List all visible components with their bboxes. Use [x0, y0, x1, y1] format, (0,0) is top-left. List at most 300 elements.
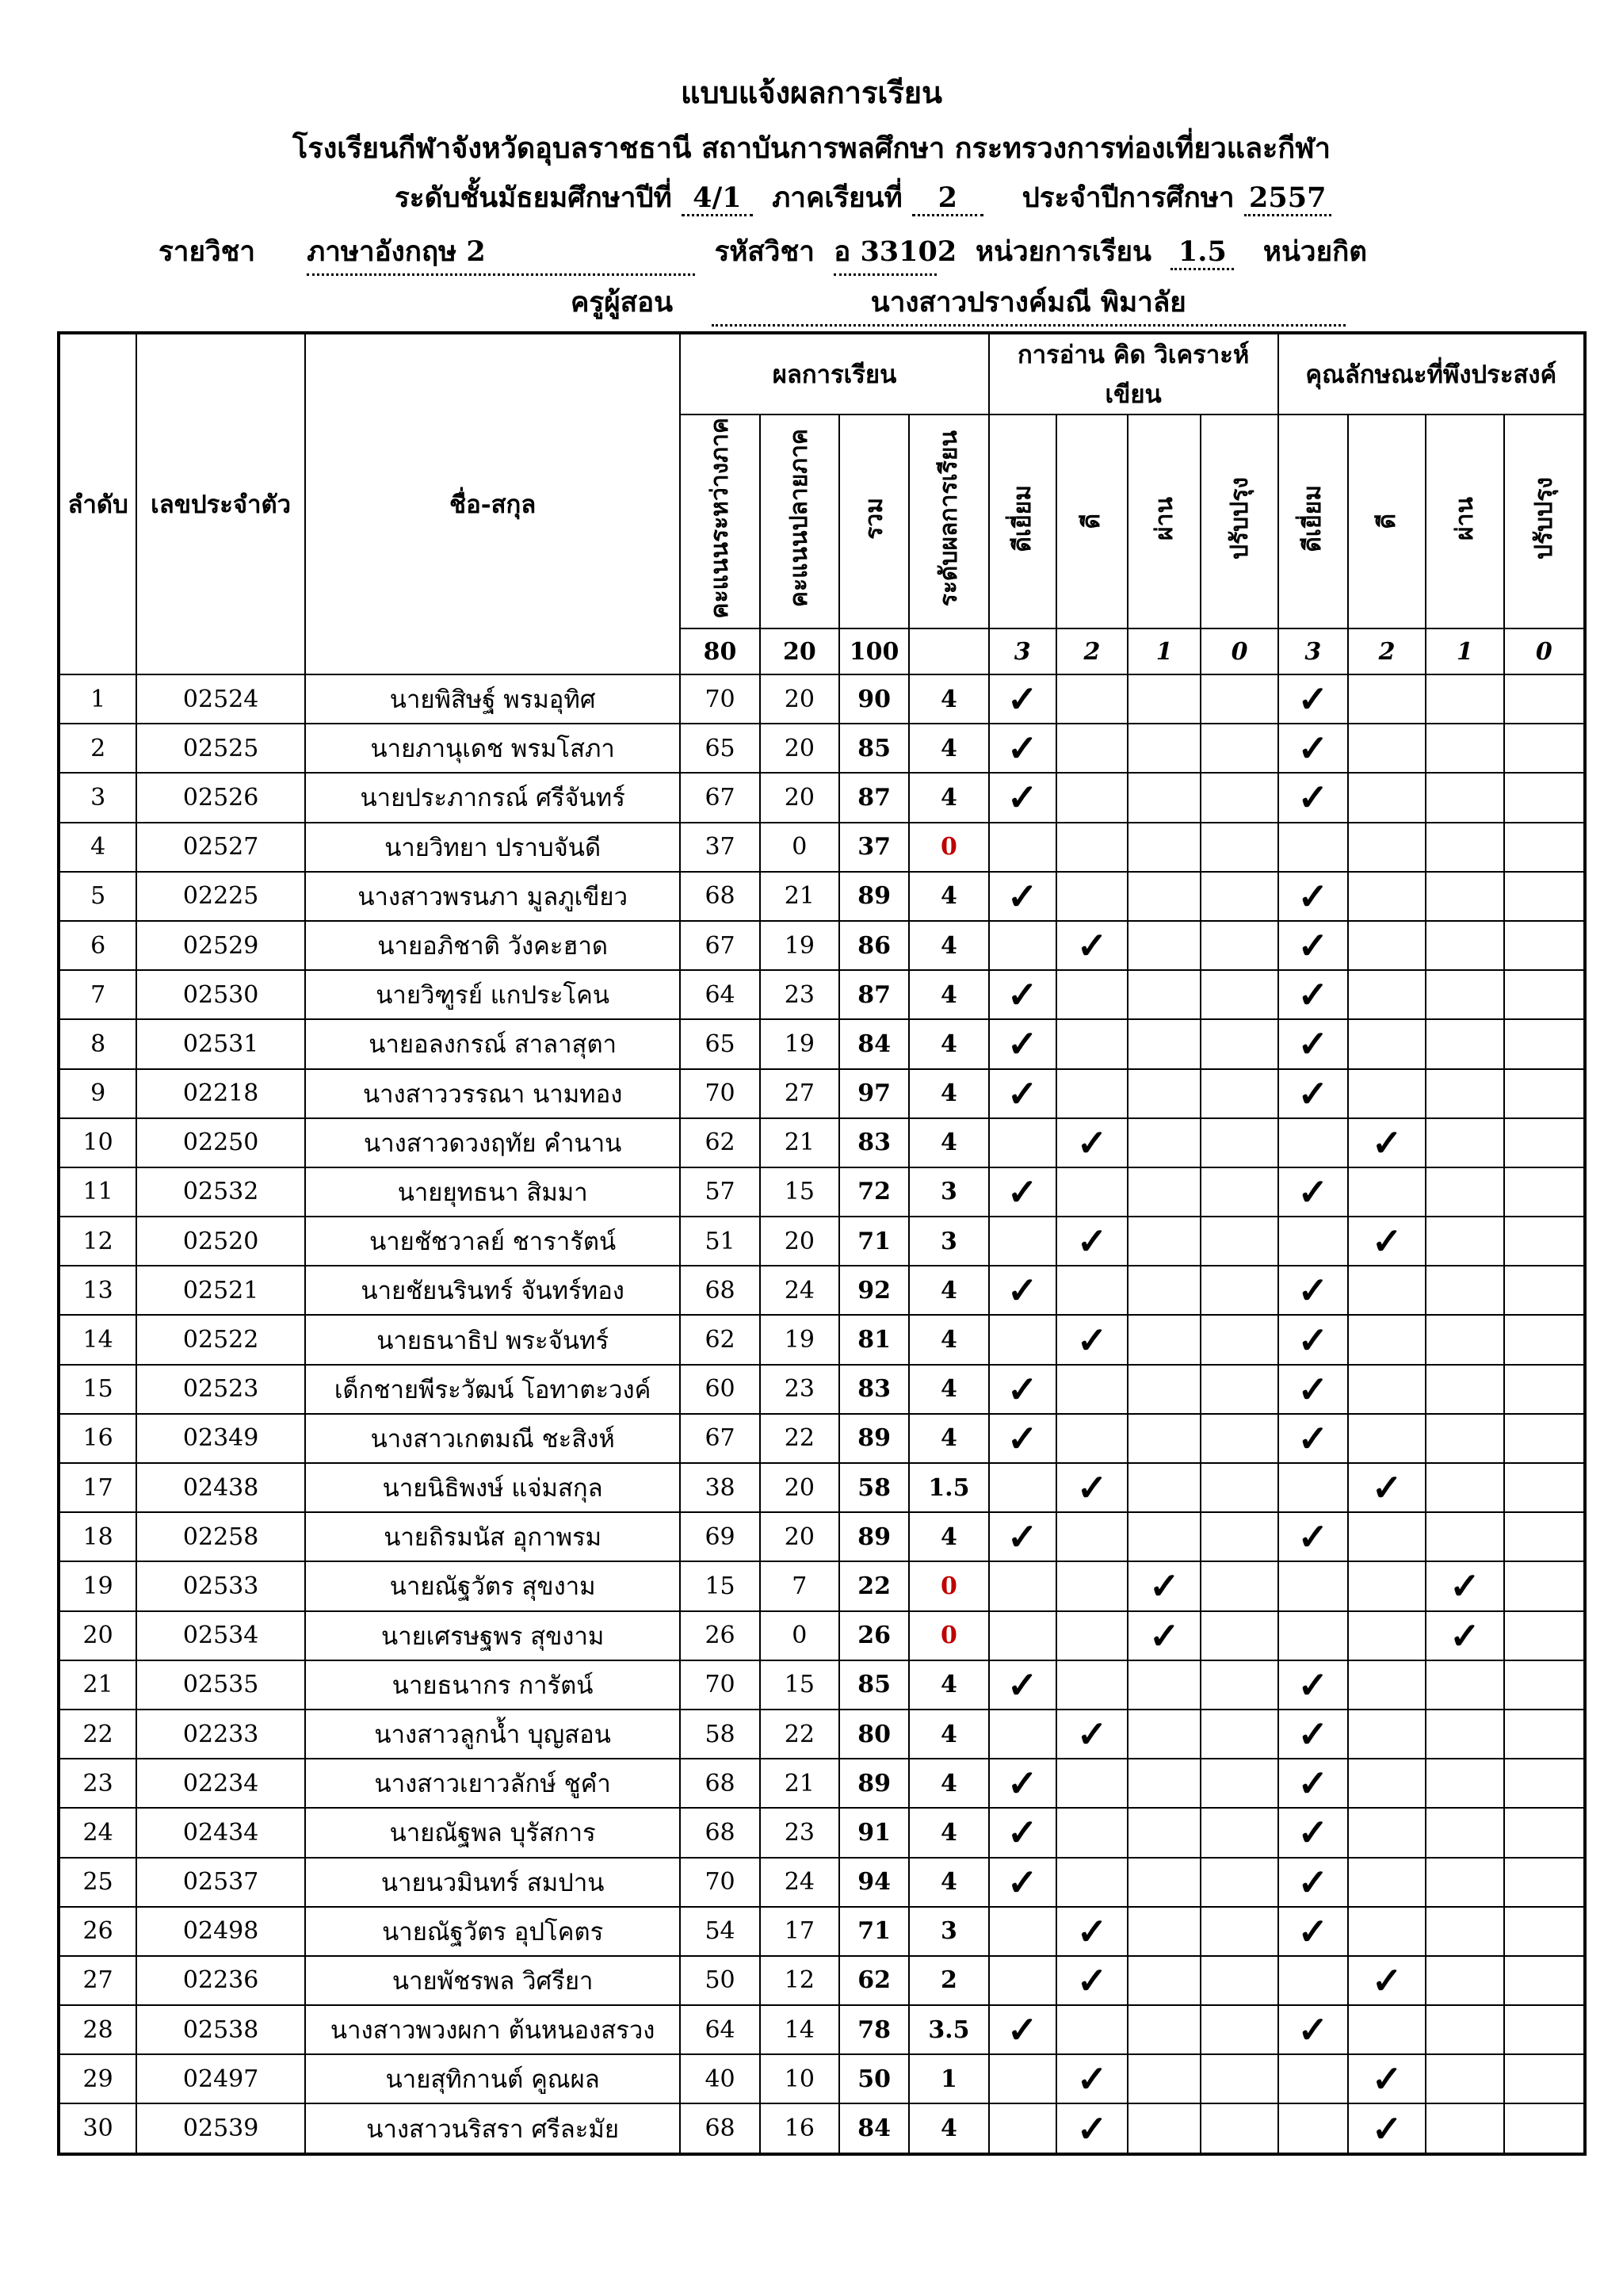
traits-checkmark-icon: ✓ — [1348, 2054, 1426, 2103]
final-score: 15 — [760, 1167, 839, 1217]
student-id: 02523 — [136, 1365, 305, 1414]
grade-level: 4 — [909, 1019, 988, 1068]
traits-rating-cell — [1426, 773, 1503, 822]
final-score: 27 — [760, 1069, 839, 1118]
reading-checkmark-icon: ✓ — [1056, 1956, 1128, 2005]
reading-rating-cell — [1201, 1808, 1277, 1857]
traits-rating-cell — [1426, 1217, 1503, 1266]
final-score: 21 — [760, 1118, 839, 1167]
student-name: นายวิทยา ปราบจันดี — [305, 823, 680, 872]
reading-checkmark-icon: ✓ — [1128, 1561, 1201, 1610]
student-id: 02527 — [136, 823, 305, 872]
reading-checkmark-icon: ✓ — [1056, 1463, 1128, 1512]
grade-level: 4 — [909, 724, 988, 773]
reading-rating-cell — [1056, 1414, 1128, 1463]
final-score: 21 — [760, 872, 839, 921]
grade-level: 4 — [909, 872, 988, 921]
grade-level: 4 — [909, 2103, 988, 2153]
final-score: 0 — [760, 823, 839, 872]
student-id: 02531 — [136, 1019, 305, 1068]
student-name: นายณัฐวัตร สุขงาม — [305, 1561, 680, 1610]
student-id: 02236 — [136, 1956, 305, 2005]
reading-rating-cell — [1128, 1069, 1201, 1118]
traits-checkmark-icon: ✓ — [1278, 1266, 1348, 1315]
traits-rating-cell — [1426, 1118, 1503, 1167]
traits-rating-cell — [1504, 1956, 1585, 2005]
reading-rating-cell — [1201, 674, 1277, 724]
table-row — [59, 1956, 1585, 2005]
table-row — [59, 970, 1585, 1019]
traits-excellent-header: ดีเยี่ยม — [1278, 415, 1348, 628]
row-number: 9 — [59, 1069, 136, 1118]
group-results-header: ผลการเรียน — [680, 333, 988, 415]
level-line — [395, 176, 1331, 220]
traits-rating-cell — [1278, 1463, 1348, 1512]
reading-rating-cell — [1201, 2054, 1277, 2103]
grade-level: 0 — [909, 1611, 988, 1660]
traits-rating-cell — [1504, 1414, 1585, 1463]
student-id: 02530 — [136, 970, 305, 1019]
student-name: นายชัชวาลย์ ชารารัตน์ — [305, 1217, 680, 1266]
traits-rating-cell — [1504, 2005, 1585, 2054]
reading-checkmark-icon: ✓ — [1056, 1710, 1128, 1759]
total-score: 86 — [839, 921, 909, 970]
reading-rating-cell — [1056, 872, 1128, 921]
midterm-score: 68 — [680, 1808, 759, 1857]
traits-rating-cell — [1278, 2054, 1348, 2103]
midterm-score: 57 — [680, 1167, 759, 1217]
table-row — [59, 1118, 1585, 1167]
teacher-line — [571, 281, 1346, 327]
reading-rating-cell — [1056, 1660, 1128, 1710]
reading-rating-cell — [1128, 1266, 1201, 1315]
grade-level: 4 — [909, 1710, 988, 1759]
reading-rating-cell — [1201, 1167, 1277, 1217]
traits-rating-cell — [1348, 1167, 1426, 1217]
student-name: นายณัฐวัตร อุปโคตร — [305, 1907, 680, 1956]
reading-checkmark-icon: ✓ — [989, 674, 1056, 724]
final-score: 23 — [760, 1365, 839, 1414]
table-row — [59, 1365, 1585, 1414]
traits-rating-cell — [1348, 1808, 1426, 1857]
traits-checkmark-icon: ✓ — [1278, 872, 1348, 921]
reading-weight-2: 2 — [1056, 628, 1128, 674]
student-name: นางสาวพรนภา มูลภูเขียว — [305, 872, 680, 921]
total-score: 87 — [839, 773, 909, 822]
row-number: 24 — [59, 1808, 136, 1857]
reading-rating-cell — [1056, 1858, 1128, 1907]
student-name: นางสาวพวงผกา ต้นหนองสรวง — [305, 2005, 680, 2054]
reading-checkmark-icon: ✓ — [989, 724, 1056, 773]
traits-rating-cell — [1278, 1217, 1348, 1266]
reading-rating-cell — [989, 921, 1056, 970]
row-number: 11 — [59, 1167, 136, 1217]
traits-checkmark-icon: ✓ — [1278, 970, 1348, 1019]
reading-rating-cell — [989, 1710, 1056, 1759]
reading-rating-cell — [989, 1315, 1056, 1364]
reading-checkmark-icon: ✓ — [989, 1660, 1056, 1710]
student-id: 02218 — [136, 1069, 305, 1118]
final-score: 20 — [760, 773, 839, 822]
reading-checkmark-icon: ✓ — [1056, 2054, 1128, 2103]
row-number: 10 — [59, 1118, 136, 1167]
total-score: 83 — [839, 1118, 909, 1167]
reading-rating-cell — [989, 1907, 1056, 1956]
row-number: 27 — [59, 1956, 136, 2005]
midterm-score: 70 — [680, 1069, 759, 1118]
traits-checkmark-icon: ✓ — [1348, 1463, 1426, 1512]
final-score: 23 — [760, 970, 839, 1019]
traits-rating-cell — [1426, 1019, 1503, 1068]
midterm-score: 68 — [680, 872, 759, 921]
total-score: 92 — [839, 1266, 909, 1315]
student-name: นายธนาธิป พระจันทร์ — [305, 1315, 680, 1364]
traits-rating-cell — [1348, 1512, 1426, 1561]
reading-rating-cell — [1056, 1611, 1128, 1660]
final-score: 20 — [760, 674, 839, 724]
student-id: 02520 — [136, 1217, 305, 1266]
student-name: นายอลงกรณ์ สาลาสุตา — [305, 1019, 680, 1068]
grade-level: 4 — [909, 674, 988, 724]
student-name: นายวิฑูรย์ แกประโคน — [305, 970, 680, 1019]
total-score: 50 — [839, 2054, 909, 2103]
reading-rating-cell — [989, 1217, 1056, 1266]
reading-rating-cell — [1128, 2054, 1201, 2103]
traits-rating-cell — [1504, 1266, 1585, 1315]
total-score: 80 — [839, 1710, 909, 1759]
reading-checkmark-icon: ✓ — [989, 1069, 1056, 1118]
reading-rating-cell — [1201, 1561, 1277, 1610]
reading-rating-cell — [1128, 1858, 1201, 1907]
reading-rating-cell — [1056, 1512, 1128, 1561]
reading-rating-cell — [1128, 1315, 1201, 1364]
total-score: 37 — [839, 823, 909, 872]
grade-level: 3 — [909, 1167, 988, 1217]
reading-rating-cell — [1201, 1759, 1277, 1808]
traits-rating-cell — [1504, 724, 1585, 773]
reading-checkmark-icon: ✓ — [1056, 1217, 1128, 1266]
reading-rating-cell — [1056, 2005, 1128, 2054]
total-score: 90 — [839, 674, 909, 724]
grades-table — [57, 331, 1587, 2156]
col-order-header: ลำดับ — [59, 333, 136, 674]
student-name: นางสาวลูกน้ำ บุญสอน — [305, 1710, 680, 1759]
traits-weight-1: 1 — [1426, 628, 1503, 674]
reading-rating-cell — [1128, 1414, 1201, 1463]
student-name: นางสาววรรณา นามทอง — [305, 1069, 680, 1118]
reading-rating-cell — [1128, 1808, 1201, 1857]
traits-rating-cell — [1348, 1266, 1426, 1315]
traits-rating-cell — [1426, 1956, 1503, 2005]
midterm-score: 70 — [680, 1660, 759, 1710]
student-id: 02234 — [136, 1759, 305, 1808]
traits-rating-cell — [1426, 1907, 1503, 1956]
traits-rating-cell — [1348, 970, 1426, 1019]
reading-rating-cell — [989, 2103, 1056, 2153]
grade-level: 4 — [909, 1266, 988, 1315]
total-score: 94 — [839, 1858, 909, 1907]
row-number: 8 — [59, 1019, 136, 1068]
final-score: 24 — [760, 1266, 839, 1315]
reading-checkmark-icon: ✓ — [989, 1167, 1056, 1217]
traits-rating-cell — [1504, 1611, 1585, 1660]
total-score: 91 — [839, 1808, 909, 1857]
row-number: 28 — [59, 2005, 136, 2054]
traits-checkmark-icon: ✓ — [1426, 1611, 1503, 1660]
traits-rating-cell — [1504, 2103, 1585, 2153]
traits-rating-cell — [1504, 1315, 1585, 1364]
reading-rating-cell — [989, 823, 1056, 872]
reading-rating-cell — [1056, 1365, 1128, 1414]
midterm-score: 54 — [680, 1907, 759, 1956]
reading-checkmark-icon: ✓ — [989, 1808, 1056, 1857]
grade-level: 4 — [909, 1365, 988, 1414]
traits-rating-cell — [1504, 674, 1585, 724]
final-score: 7 — [760, 1561, 839, 1610]
traits-rating-cell — [1426, 2005, 1503, 2054]
reading-rating-cell — [1128, 1118, 1201, 1167]
table-row — [59, 1858, 1585, 1907]
grade-level: 0 — [909, 1561, 988, 1610]
reading-rating-cell — [1056, 724, 1128, 773]
reading-rating-cell — [989, 2054, 1056, 2103]
table-row — [59, 1907, 1585, 1956]
student-name: นายพิสิษฐ์ พรมอุทิศ — [305, 674, 680, 724]
reading-rating-cell — [1128, 921, 1201, 970]
midterm-score: 67 — [680, 773, 759, 822]
final-score: 17 — [760, 1907, 839, 1956]
reading-checkmark-icon: ✓ — [989, 1512, 1056, 1561]
student-name: นายเศรษฐพร สุขงาม — [305, 1611, 680, 1660]
reading-rating-cell — [1201, 724, 1277, 773]
student-id: 02349 — [136, 1414, 305, 1463]
form-title: แบบแจ้งผลการเรียน — [681, 74, 942, 110]
reading-weight-1: 1 — [1128, 628, 1201, 674]
traits-rating-cell — [1504, 1710, 1585, 1759]
total-score: 78 — [839, 2005, 909, 2054]
student-id: 02233 — [136, 1710, 305, 1759]
row-number: 30 — [59, 2103, 136, 2153]
traits-rating-cell — [1348, 773, 1426, 822]
reading-rating-cell — [1056, 1808, 1128, 1857]
reading-rating-cell — [989, 1118, 1056, 1167]
reading-rating-cell — [1056, 1167, 1128, 1217]
student-name: นายยุทธนา สิมมา — [305, 1167, 680, 1217]
reading-checkmark-icon: ✓ — [989, 1019, 1056, 1068]
student-name: นายนิธิพงษ์ แจ่มสกุล — [305, 1463, 680, 1512]
student-name: นางสาวเกตมณี ชะสิงห์ — [305, 1414, 680, 1463]
student-name: นายภานุเดช พรมโสภา — [305, 724, 680, 773]
final-score: 21 — [760, 1759, 839, 1808]
semester-label: ภาคเรียนที่ — [772, 181, 903, 214]
grade-level: 4 — [909, 1660, 988, 1710]
reading-good-header: ดี — [1056, 415, 1128, 628]
traits-rating-cell — [1278, 1561, 1348, 1610]
total-score: 58 — [839, 1463, 909, 1512]
reading-excellent-header: ดีเยี่ยม — [989, 415, 1056, 628]
traits-rating-cell — [1426, 724, 1503, 773]
midterm-score: 38 — [680, 1463, 759, 1512]
student-name: เด็กชายพีระวัฒน์ โอทาตะวงค์ — [305, 1365, 680, 1414]
level-value: 4/1 — [682, 181, 753, 216]
table-row — [59, 872, 1585, 921]
traits-rating-cell — [1426, 1660, 1503, 1710]
final-score: 20 — [760, 1217, 839, 1266]
traits-checkmark-icon: ✓ — [1348, 1956, 1426, 2005]
row-number: 29 — [59, 2054, 136, 2103]
traits-rating-cell — [1426, 1365, 1503, 1414]
table-row — [59, 1266, 1585, 1315]
group-traits-header: คุณลักษณะที่พึงประสงค์ — [1278, 333, 1585, 415]
school-line: โรงเรียนกีฬาจังหวัดอุบลราชธานี สถาบันการพลศึกษา กระทรวงการท่องเที่ยวและกีฬา — [292, 132, 1331, 165]
traits-pass-header: ผ่าน — [1426, 415, 1503, 628]
student-name: นายนวมินทร์ สมปาน — [305, 1858, 680, 1907]
student-id: 02497 — [136, 2054, 305, 2103]
traits-rating-cell — [1504, 1365, 1585, 1414]
final-score: 20 — [760, 1512, 839, 1561]
table-row — [59, 1019, 1585, 1068]
student-id: 02521 — [136, 1266, 305, 1315]
reading-rating-cell — [989, 1463, 1056, 1512]
midterm-score: 68 — [680, 1266, 759, 1315]
traits-rating-cell — [1504, 1808, 1585, 1857]
midterm-score: 40 — [680, 2054, 759, 2103]
student-id: 02538 — [136, 2005, 305, 2054]
traits-rating-cell — [1426, 674, 1503, 724]
row-number: 22 — [59, 1710, 136, 1759]
student-id: 02258 — [136, 1512, 305, 1561]
col-midterm-header: คะแนนระหว่างภาค — [680, 415, 759, 628]
midterm-score: 50 — [680, 1956, 759, 2005]
traits-checkmark-icon: ✓ — [1278, 1365, 1348, 1414]
final-score: 20 — [760, 1463, 839, 1512]
reading-rating-cell — [1201, 2103, 1277, 2153]
student-name: นายถิรมนัส อุกาพรม — [305, 1512, 680, 1561]
traits-checkmark-icon: ✓ — [1348, 1217, 1426, 1266]
grade-level: 3.5 — [909, 2005, 988, 2054]
table-row — [59, 1710, 1585, 1759]
reading-rating-cell — [1128, 1956, 1201, 2005]
reading-rating-cell — [1201, 1019, 1277, 1068]
total-score: 83 — [839, 1365, 909, 1414]
traits-checkmark-icon: ✓ — [1278, 1710, 1348, 1759]
traits-rating-cell — [1348, 1907, 1426, 1956]
traits-rating-cell — [1504, 823, 1585, 872]
grade-level: 4 — [909, 1858, 988, 1907]
student-name: นายธนากร การัตน์ — [305, 1660, 680, 1710]
traits-rating-cell — [1278, 2103, 1348, 2153]
traits-rating-cell — [1348, 1414, 1426, 1463]
student-id: 02438 — [136, 1463, 305, 1512]
traits-rating-cell — [1348, 674, 1426, 724]
reading-rating-cell — [1056, 970, 1128, 1019]
grade-level: 4 — [909, 1315, 988, 1364]
table-row — [59, 1414, 1585, 1463]
traits-weight-0: 0 — [1504, 628, 1585, 674]
col-final-header: คะแนนปลายภาค — [760, 415, 839, 628]
reading-checkmark-icon: ✓ — [989, 1266, 1056, 1315]
midterm-score: 15 — [680, 1561, 759, 1610]
traits-rating-cell — [1348, 1315, 1426, 1364]
total-score: 85 — [839, 1660, 909, 1710]
traits-rating-cell — [1278, 823, 1348, 872]
midterm-score: 26 — [680, 1611, 759, 1660]
traits-rating-cell — [1348, 1759, 1426, 1808]
reading-rating-cell — [1201, 1414, 1277, 1463]
midterm-score: 62 — [680, 1118, 759, 1167]
traits-rating-cell — [1504, 773, 1585, 822]
row-number: 20 — [59, 1611, 136, 1660]
table-row — [59, 773, 1585, 822]
row-number: 25 — [59, 1858, 136, 1907]
final-score: 10 — [760, 2054, 839, 2103]
table-row — [59, 674, 1585, 724]
reading-rating-cell — [1201, 1365, 1277, 1414]
total-score: 72 — [839, 1167, 909, 1217]
traits-checkmark-icon: ✓ — [1278, 1907, 1348, 1956]
reading-rating-cell — [1201, 1315, 1277, 1364]
code-label: รหัสวิชา — [714, 235, 815, 268]
traits-checkmark-icon: ✓ — [1278, 1808, 1348, 1857]
reading-rating-cell — [1056, 1266, 1128, 1315]
row-number: 15 — [59, 1365, 136, 1414]
reading-rating-cell — [1128, 1365, 1201, 1414]
grade-level: 3 — [909, 1217, 988, 1266]
row-number: 19 — [59, 1561, 136, 1610]
total-score: 89 — [839, 1759, 909, 1808]
traits-checkmark-icon: ✓ — [1278, 674, 1348, 724]
row-number: 6 — [59, 921, 136, 970]
midterm-score: 51 — [680, 1217, 759, 1266]
traits-rating-cell — [1504, 1660, 1585, 1710]
traits-checkmark-icon: ✓ — [1278, 773, 1348, 822]
row-number: 17 — [59, 1463, 136, 1512]
student-id: 02525 — [136, 724, 305, 773]
credit-label: หน่วยการเรียน — [975, 235, 1151, 268]
reading-rating-cell — [1128, 1759, 1201, 1808]
row-number: 2 — [59, 724, 136, 773]
traits-weight-2: 2 — [1348, 628, 1426, 674]
reading-rating-cell — [1201, 1512, 1277, 1561]
row-number: 14 — [59, 1315, 136, 1364]
reading-rating-cell — [1128, 1019, 1201, 1068]
final-score: 19 — [760, 921, 839, 970]
student-name: นายประภากรณ์ ศรีจันทร์ — [305, 773, 680, 822]
traits-rating-cell — [1348, 1561, 1426, 1610]
semester-value: 2 — [912, 181, 983, 216]
code-value: อ 33102 — [834, 230, 937, 276]
reading-rating-cell — [1201, 1266, 1277, 1315]
credit-value: 1.5 — [1170, 235, 1234, 270]
total-score: 97 — [839, 1069, 909, 1118]
table-row — [59, 1808, 1585, 1857]
col-name-header: ชื่อ-สกุล — [305, 333, 680, 674]
subject-label: รายวิชา — [158, 235, 256, 268]
teacher-label: ครูผู้สอน — [571, 286, 674, 319]
final-score: 23 — [760, 1808, 839, 1857]
total-score: 84 — [839, 2103, 909, 2153]
student-id: 02539 — [136, 2103, 305, 2153]
final-score: 15 — [760, 1660, 839, 1710]
student-name: นางสาวนริสรา ศรีละมัย — [305, 2103, 680, 2153]
midterm-score: 69 — [680, 1512, 759, 1561]
reading-weight-0: 0 — [1201, 628, 1277, 674]
reading-rating-cell — [1201, 823, 1277, 872]
reading-rating-cell — [989, 1611, 1056, 1660]
table-row — [59, 1561, 1585, 1610]
traits-rating-cell — [1504, 1858, 1585, 1907]
final-score: 19 — [760, 1315, 839, 1364]
